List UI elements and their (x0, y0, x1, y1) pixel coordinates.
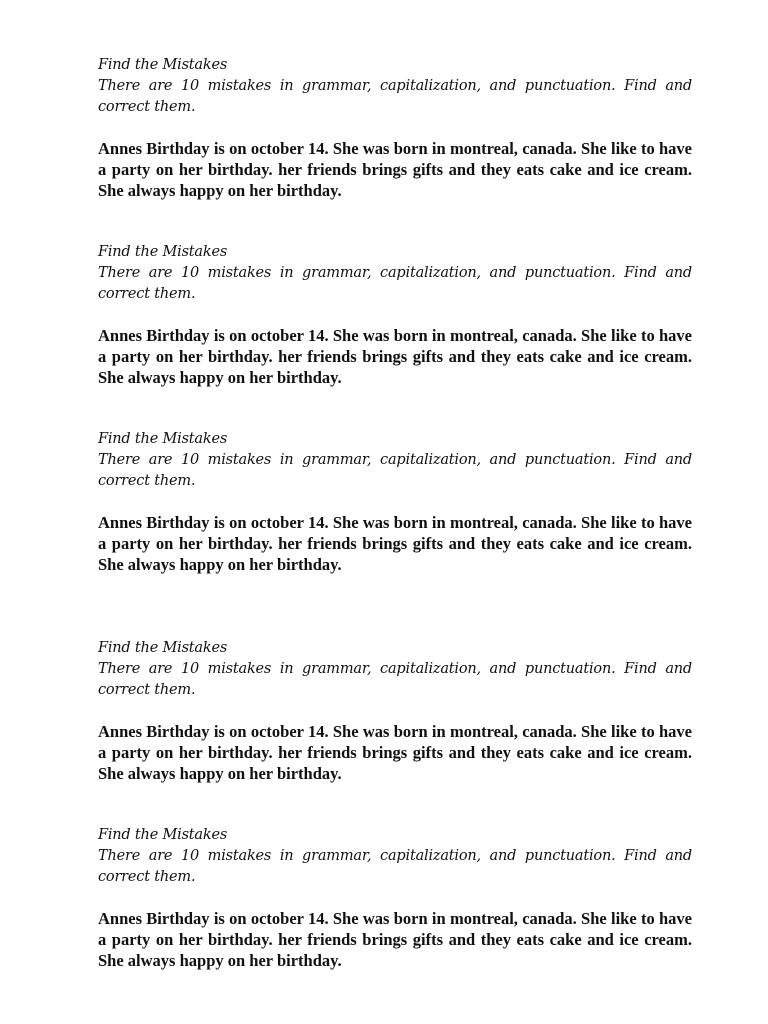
worksheet-paragraph: Annes Birthday is on october 14. She was born in montreal, canada. She like to have a party on her birthday. her friends brings gifts and they eats cake and ice cream. She always happy on her birthday. (98, 909, 692, 970)
worksheet-paragraph: Annes Birthday is on october 14. She was born in montreal, canada. She like to have a party on her birthday. her friends brings gifts and they eats cake and ice cream. She always happy on her birthday. (98, 139, 692, 200)
worksheet-instructions: There are 10 mistakes in grammar, capitalization, and punctuation. Find and correct them. (98, 265, 692, 302)
worksheet-title: Find the Mistakes (98, 244, 228, 260)
worksheet-section (98, 429, 692, 575)
worksheet-instructions: There are 10 mistakes in grammar, capitalization, and punctuation. Find and correct them. (98, 452, 692, 489)
worksheet-title: Find the Mistakes (98, 640, 228, 656)
worksheet-paragraph: Annes Birthday is on october 14. She was born in montreal, canada. She like to have a party on her birthday. her friends brings gifts and they eats cake and ice cream. She always happy on her birthday. (98, 513, 692, 574)
worksheet-instructions: There are 10 mistakes in grammar, capitalization, and punctuation. Find and correct them. (98, 78, 692, 115)
worksheet-paragraph: Annes Birthday is on october 14. She was born in montreal, canada. She like to have a party on her birthday. her friends brings gifts and they eats cake and ice cream. She always happy on her birthday. (98, 722, 692, 783)
worksheet-title: Find the Mistakes (98, 827, 228, 843)
worksheet-title: Find the Mistakes (98, 57, 228, 73)
worksheet-section (98, 825, 692, 971)
worksheet-title: Find the Mistakes (98, 431, 228, 447)
worksheet-instructions: There are 10 mistakes in grammar, capitalization, and punctuation. Find and correct them. (98, 661, 692, 698)
worksheet-instructions: There are 10 mistakes in grammar, capitalization, and punctuation. Find and correct them. (98, 848, 692, 885)
worksheet-section (98, 55, 692, 201)
worksheet-section (98, 242, 692, 388)
worksheet-paragraph: Annes Birthday is on october 14. She was born in montreal, canada. She like to have a party on her birthday. her friends brings gifts and they eats cake and ice cream. She always happy on her birthday. (98, 326, 692, 387)
worksheet-section (98, 638, 692, 784)
